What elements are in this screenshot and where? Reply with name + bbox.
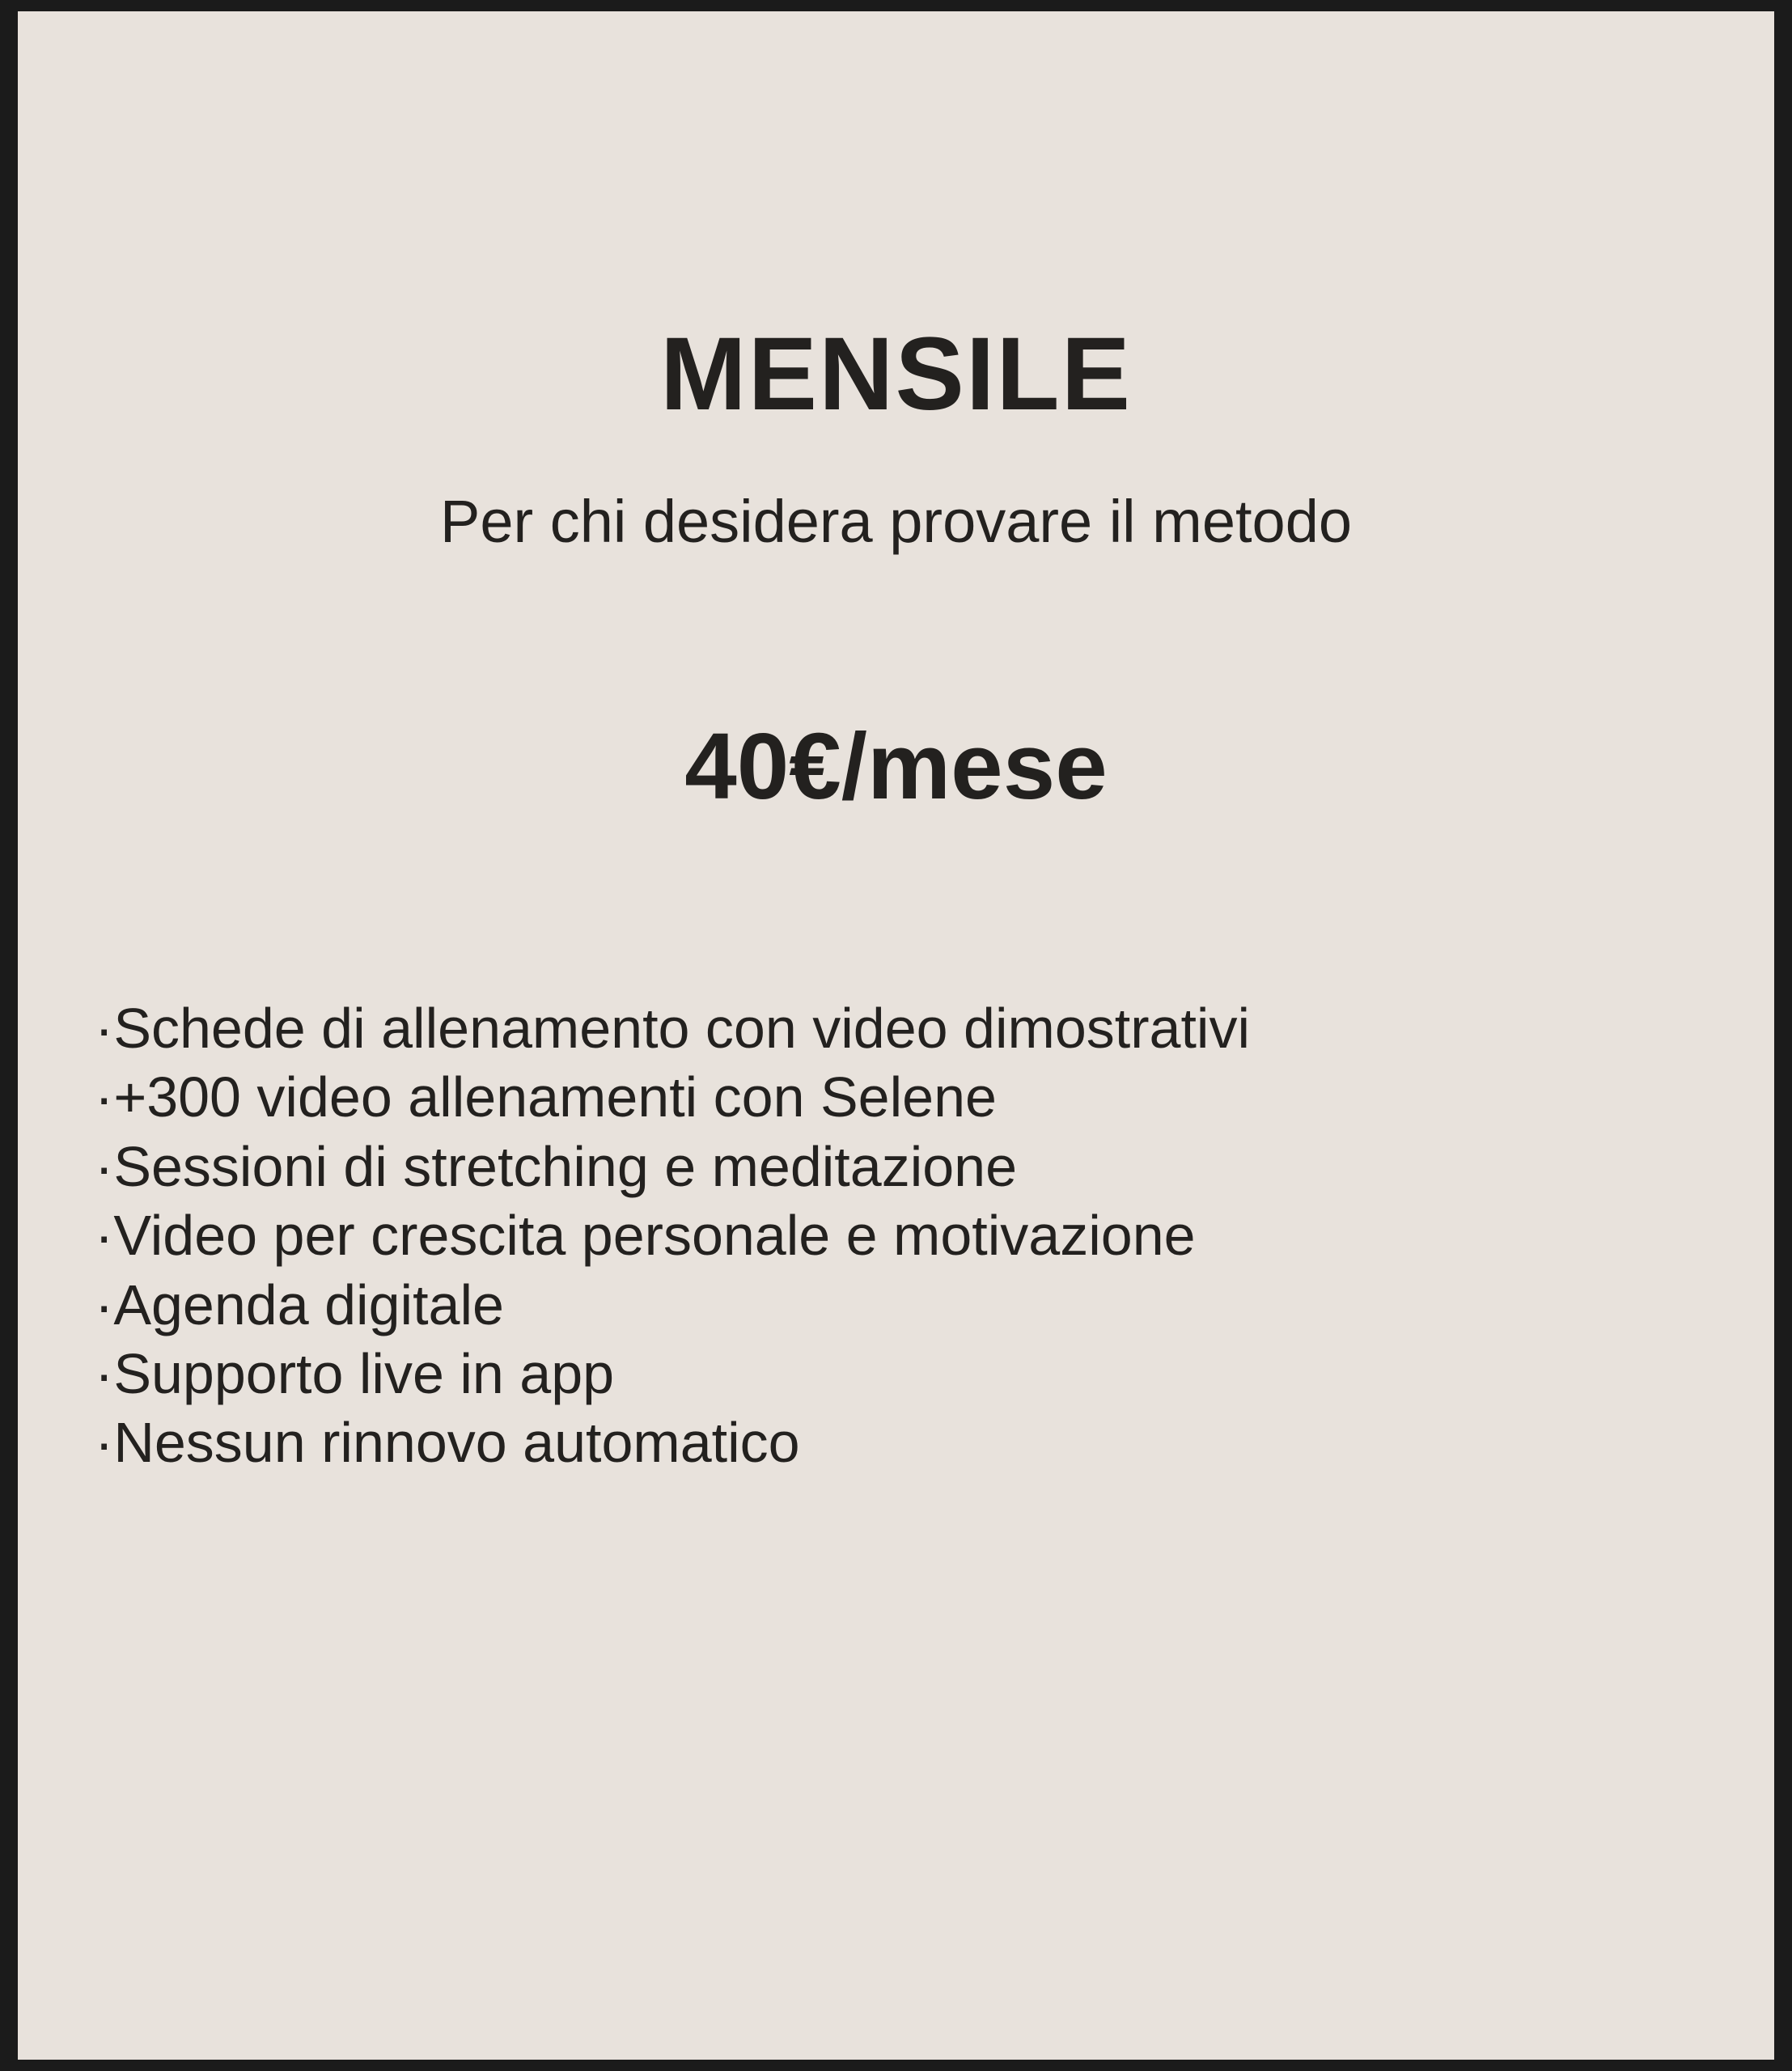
plan-price: 40€/mese <box>684 714 1108 819</box>
bullet-icon: · <box>95 997 114 1060</box>
bullet-icon: · <box>95 1341 114 1405</box>
list-item <box>95 1063 1726 1132</box>
feature-label: Video per crescita personale e motivazione <box>113 1204 1196 1268</box>
bullet-icon: · <box>95 1134 114 1198</box>
feature-list <box>95 994 1726 1478</box>
list-item <box>95 1133 1726 1201</box>
bullet-icon: · <box>95 1411 114 1475</box>
feature-label: Supporto live in app <box>113 1341 615 1405</box>
feature-label: Agenda digitale <box>113 1273 504 1336</box>
pricing-card <box>18 11 1774 2060</box>
list-item <box>95 994 1726 1063</box>
plan-subtitle: Per chi desidera provare il metodo <box>439 488 1353 555</box>
list-item <box>95 1340 1726 1408</box>
bullet-icon: · <box>95 1273 114 1336</box>
list-item <box>95 1201 1726 1270</box>
bullet-icon: · <box>95 1204 114 1268</box>
bullet-icon: · <box>95 1065 114 1129</box>
feature-label: Schede di allenamento con video dimostrativi <box>113 997 1250 1060</box>
feature-label: +300 video allenamenti con Selene <box>113 1065 997 1129</box>
feature-label: Sessioni di stretching e meditazione <box>113 1134 1018 1198</box>
list-item <box>95 1271 1726 1340</box>
page-title: MENSILE <box>660 316 1132 432</box>
list-item <box>95 1408 1726 1477</box>
feature-label: Nessun rinnovo automatico <box>113 1411 800 1475</box>
